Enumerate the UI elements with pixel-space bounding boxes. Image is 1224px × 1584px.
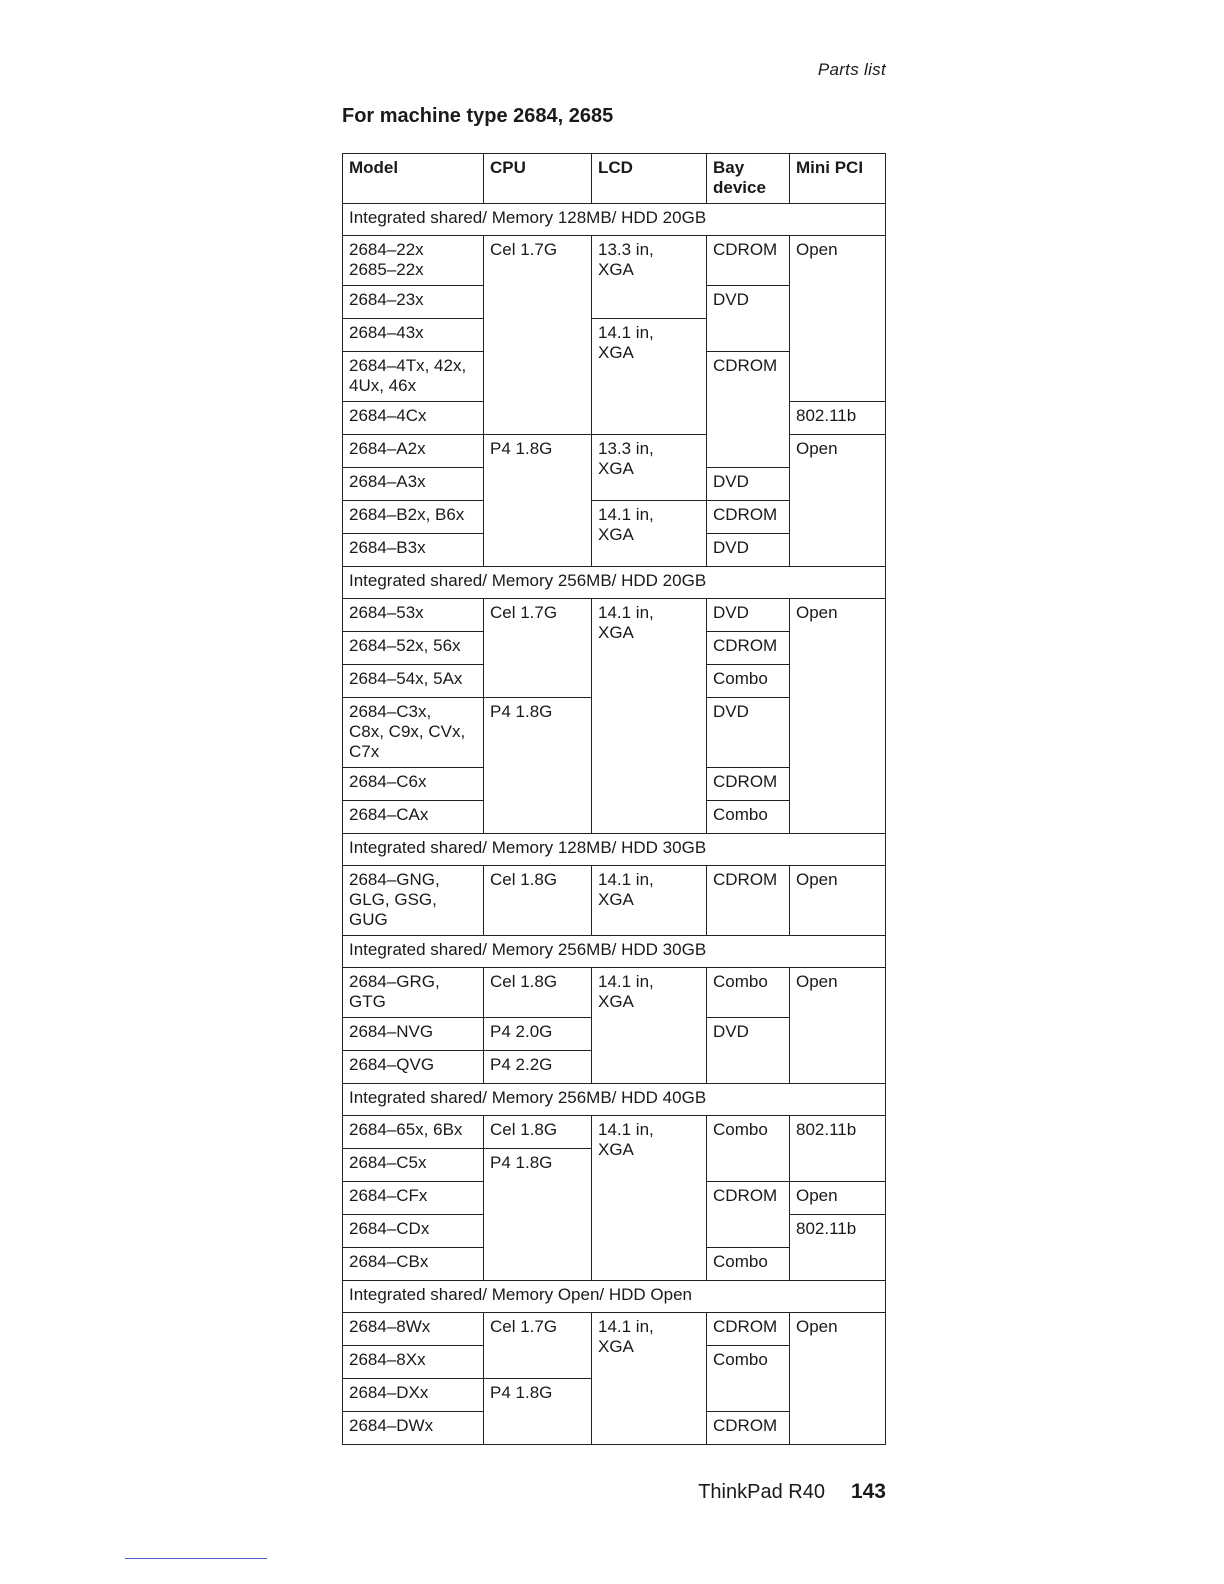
table-cell-text: CDROM: [713, 1317, 778, 1336]
table-cell-text: 2684–CAx: [349, 805, 429, 824]
table-cell: [707, 768, 790, 801]
group-header-cell: Integrated shared/ Memory Open/ HDD Open: [343, 1281, 886, 1313]
table-cell: [343, 1346, 484, 1379]
table-cell: [790, 1313, 886, 1445]
group-header-cell: Integrated shared/ Memory 256MB/ HDD 20GB: [343, 567, 886, 599]
table-cell: [790, 968, 886, 1084]
table-cell: [707, 1313, 790, 1346]
table-cell: [484, 1313, 592, 1379]
table-cell-text: Combo: [713, 805, 768, 824]
table-cell: [707, 632, 790, 665]
table-cell: [484, 1149, 592, 1281]
group-header-row: [343, 204, 886, 236]
table-cell: [343, 534, 484, 567]
table-row: [343, 435, 886, 468]
table-cell: [707, 1018, 790, 1084]
table-cell-text: Open: [796, 439, 838, 458]
table-cell-text: 14.1 in, XGA: [598, 505, 654, 544]
table-cell: [592, 319, 707, 435]
table-cell-text: Open: [796, 603, 838, 622]
table-cell-text: 13.3 in, XGA: [598, 439, 654, 478]
table-cell-text: Open: [796, 870, 838, 889]
column-header-bay-device: Bay device: [707, 154, 790, 204]
group-header-cell: Integrated shared/ Memory 128MB/ HDD 20GB: [343, 204, 886, 236]
table-cell: [343, 319, 484, 352]
running-header: Parts list: [817, 60, 886, 79]
table-cell: [707, 801, 790, 834]
table-cell-text: 2684–B3x: [349, 538, 426, 557]
table-cell: [343, 1412, 484, 1445]
table-cell-text: 2684–C3x, C8x, C9x, CVx, C7x: [349, 702, 466, 761]
group-header-row: [343, 834, 886, 866]
table-header-row: [343, 154, 886, 204]
table-cell: [343, 801, 484, 834]
table-cell-text: Open: [796, 240, 838, 259]
table-cell: [343, 468, 484, 501]
table-cell-text: 2684–DXx: [349, 1383, 429, 1402]
table-cell: [343, 435, 484, 468]
table-cell: [707, 968, 790, 1018]
table-cell-text: 2684–22x 2685–22x: [349, 240, 424, 279]
table-cell-text: DVD: [713, 472, 749, 491]
group-header-row: [343, 1084, 886, 1116]
table-cell-text: P4 2.2G: [490, 1055, 553, 1074]
table-cell-text: 2684–A2x: [349, 439, 426, 458]
table-cell-text: 802.11b: [796, 406, 857, 425]
table-cell: [707, 236, 790, 286]
table-cell-text: Cel 1.7G: [490, 1317, 558, 1336]
table-cell-text: 2684–CFx: [349, 1186, 428, 1205]
table-cell: [790, 435, 886, 567]
group-header-row: [343, 567, 886, 599]
table-cell: [592, 435, 707, 501]
group-header-row: [343, 1281, 886, 1313]
table-cell-text: 2684–52x, 56x: [349, 636, 461, 655]
table-cell: [707, 866, 790, 936]
table-cell: [484, 1051, 592, 1084]
table-cell: [707, 468, 790, 501]
table-cell-text: 2684–4Cx: [349, 406, 427, 425]
table-cell: [707, 501, 790, 534]
table-cell: [343, 286, 484, 319]
table-cell-text: DVD: [713, 538, 749, 557]
table-cell-text: Cel 1.7G: [490, 240, 558, 259]
table-cell-text: 14.1 in, XGA: [598, 1120, 654, 1159]
table-cell: [484, 968, 592, 1018]
table-cell-text: CDROM: [713, 240, 778, 259]
table-cell: [343, 1215, 484, 1248]
table-cell: [343, 1182, 484, 1215]
section-title: For machine type 2684, 2685: [342, 105, 614, 127]
table-cell: [790, 599, 886, 834]
table-cell-text: 14.1 in, XGA: [598, 323, 654, 362]
table-cell: [343, 1313, 484, 1346]
table-cell: [343, 1248, 484, 1281]
table-cell-text: CDROM: [713, 505, 778, 524]
table-cell: [707, 286, 790, 352]
table-cell-text: Open: [796, 1317, 838, 1336]
table-cell-text: 2684–A3x: [349, 472, 426, 491]
table-cell: [592, 501, 707, 567]
table-cell-text: 2684–23x: [349, 290, 424, 309]
table-cell: [343, 236, 484, 286]
table-cell-text: CDROM: [713, 870, 778, 889]
table-cell-text: P4 1.8G: [490, 1153, 553, 1172]
parts-table-body: [343, 204, 886, 1445]
column-header-lcd: LCD: [592, 154, 707, 204]
table-cell: [790, 1116, 886, 1182]
table-cell: [707, 599, 790, 632]
table-cell-text: Cel 1.8G: [490, 972, 558, 991]
table-cell: [707, 1248, 790, 1281]
table-cell: [592, 1313, 707, 1445]
table-cell-text: 2684–C5x: [349, 1153, 427, 1172]
table-cell-text: CDROM: [713, 1416, 778, 1435]
table-cell-text: 2684–DWx: [349, 1416, 434, 1435]
table-cell-text: DVD: [713, 603, 749, 622]
table-cell: [343, 1379, 484, 1412]
table-cell-text: Cel 1.8G: [490, 1120, 558, 1139]
table-cell: [484, 1018, 592, 1051]
column-header-mini-pci: Mini PCI: [790, 154, 886, 204]
table-cell-text: Open: [796, 972, 838, 991]
link-underline: [125, 1558, 267, 1559]
table-cell: [707, 1346, 790, 1412]
table-row: [343, 1116, 886, 1149]
table-cell: [707, 352, 790, 468]
group-header-cell: Integrated shared/ Memory 256MB/ HDD 40GB: [343, 1084, 886, 1116]
table-cell-text: 2684–8Xx: [349, 1350, 426, 1369]
table-cell: [707, 698, 790, 768]
table-cell-text: Cel 1.8G: [490, 870, 558, 889]
table-cell-text: P4 1.8G: [490, 1383, 553, 1402]
page-footer: [698, 1480, 886, 1504]
table-cell-text: DVD: [713, 702, 749, 721]
table-cell: [343, 632, 484, 665]
table-cell: [790, 1182, 886, 1215]
table-cell-text: 2684–QVG: [349, 1055, 435, 1074]
table-cell-text: DVD: [713, 1022, 749, 1041]
table-cell-text: 13.3 in, XGA: [598, 240, 654, 279]
table-cell-text: 2684–C6x: [349, 772, 427, 791]
column-header-model: Model: [343, 154, 484, 204]
table-cell: [592, 1116, 707, 1281]
table-cell: [707, 665, 790, 698]
table-cell: [484, 599, 592, 698]
table-cell: [790, 1215, 886, 1281]
table-cell: [592, 599, 707, 834]
table-cell: [484, 1379, 592, 1445]
table-cell-text: 2684–53x: [349, 603, 424, 622]
table-cell: [790, 236, 886, 402]
table-cell: [343, 402, 484, 435]
table-cell: [343, 1018, 484, 1051]
table-cell-text: P4 1.8G: [490, 439, 553, 458]
table-cell-text: Combo: [713, 669, 768, 688]
table-cell-text: 2684–B2x, B6x: [349, 505, 465, 524]
table-cell-text: CDROM: [713, 1186, 778, 1205]
table-cell-text: Open: [796, 1186, 838, 1205]
footer-product-name: ThinkPad R40: [698, 1481, 825, 1503]
table-cell: [790, 866, 886, 936]
table-cell-text: 2684–54x, 5Ax: [349, 669, 463, 688]
table-cell: [592, 968, 707, 1084]
table-cell: [343, 665, 484, 698]
table-row: [343, 236, 886, 286]
table-cell: [343, 599, 484, 632]
table-cell-text: CDROM: [713, 356, 778, 375]
table-cell-text: CDROM: [713, 772, 778, 791]
table-cell: [343, 698, 484, 768]
group-header-row: [343, 936, 886, 968]
table-cell-text: Combo: [713, 972, 768, 991]
table-cell: [343, 501, 484, 534]
parts-table: [342, 153, 886, 1445]
table-cell-text: P4 1.8G: [490, 702, 553, 721]
table-cell: [592, 866, 707, 936]
table-row: [343, 866, 886, 936]
group-header-cell: Integrated shared/ Memory 256MB/ HDD 30GB: [343, 936, 886, 968]
table-cell: [707, 534, 790, 567]
table-cell-text: DVD: [713, 290, 749, 309]
table-cell-text: Combo: [713, 1252, 768, 1271]
table-cell: [343, 968, 484, 1018]
group-header-cell: Integrated shared/ Memory 128MB/ HDD 30GB: [343, 834, 886, 866]
table-cell-text: 14.1 in, XGA: [598, 870, 654, 909]
table-cell: [484, 1116, 592, 1149]
table-cell: [707, 1182, 790, 1248]
table-cell-text: 802.11b: [796, 1219, 857, 1238]
table-cell-text: 2684–65x, 6Bx: [349, 1120, 463, 1139]
table-cell: [707, 1412, 790, 1445]
table-cell-text: 2684–8Wx: [349, 1317, 431, 1336]
table-cell: [484, 866, 592, 936]
table-cell: [343, 1051, 484, 1084]
table-cell-text: Cel 1.7G: [490, 603, 558, 622]
table-cell-text: 2684–43x: [349, 323, 424, 342]
table-cell: [343, 768, 484, 801]
table-cell-text: 14.1 in, XGA: [598, 1317, 654, 1356]
table-cell-text: 2684–CDx: [349, 1219, 430, 1238]
table-row: [343, 968, 886, 1018]
table-cell-text: 2684–GRG, GTG: [349, 972, 440, 1011]
table-cell: [343, 866, 484, 936]
table-cell: [707, 1116, 790, 1182]
table-cell: [484, 698, 592, 834]
table-cell-text: Combo: [713, 1350, 768, 1369]
table-row: [343, 1313, 886, 1346]
table-cell-text: P4 2.0G: [490, 1022, 553, 1041]
table-cell-text: 2684–GNG, GLG, GSG, GUG: [349, 870, 440, 929]
table-cell-text: 2684–4Tx, 42x, 4Ux, 46x: [349, 356, 467, 395]
table-cell-text: Combo: [713, 1120, 768, 1139]
table-cell-text: 14.1 in, XGA: [598, 603, 654, 642]
table-cell: [484, 236, 592, 435]
column-header-cpu: CPU: [484, 154, 592, 204]
page-number: 143: [850, 1480, 886, 1503]
table-cell: [343, 352, 484, 402]
table-cell: [343, 1149, 484, 1182]
table-cell-text: 2684–CBx: [349, 1252, 429, 1271]
table-cell: [484, 435, 592, 567]
table-cell-text: CDROM: [713, 636, 778, 655]
table-cell: [790, 402, 886, 435]
table-cell-text: 2684–NVG: [349, 1022, 434, 1041]
table-cell-text: 14.1 in, XGA: [598, 972, 654, 1011]
table-row: [343, 599, 886, 632]
table-cell: [343, 1116, 484, 1149]
table-cell-text: 802.11b: [796, 1120, 857, 1139]
table-cell: [592, 236, 707, 319]
